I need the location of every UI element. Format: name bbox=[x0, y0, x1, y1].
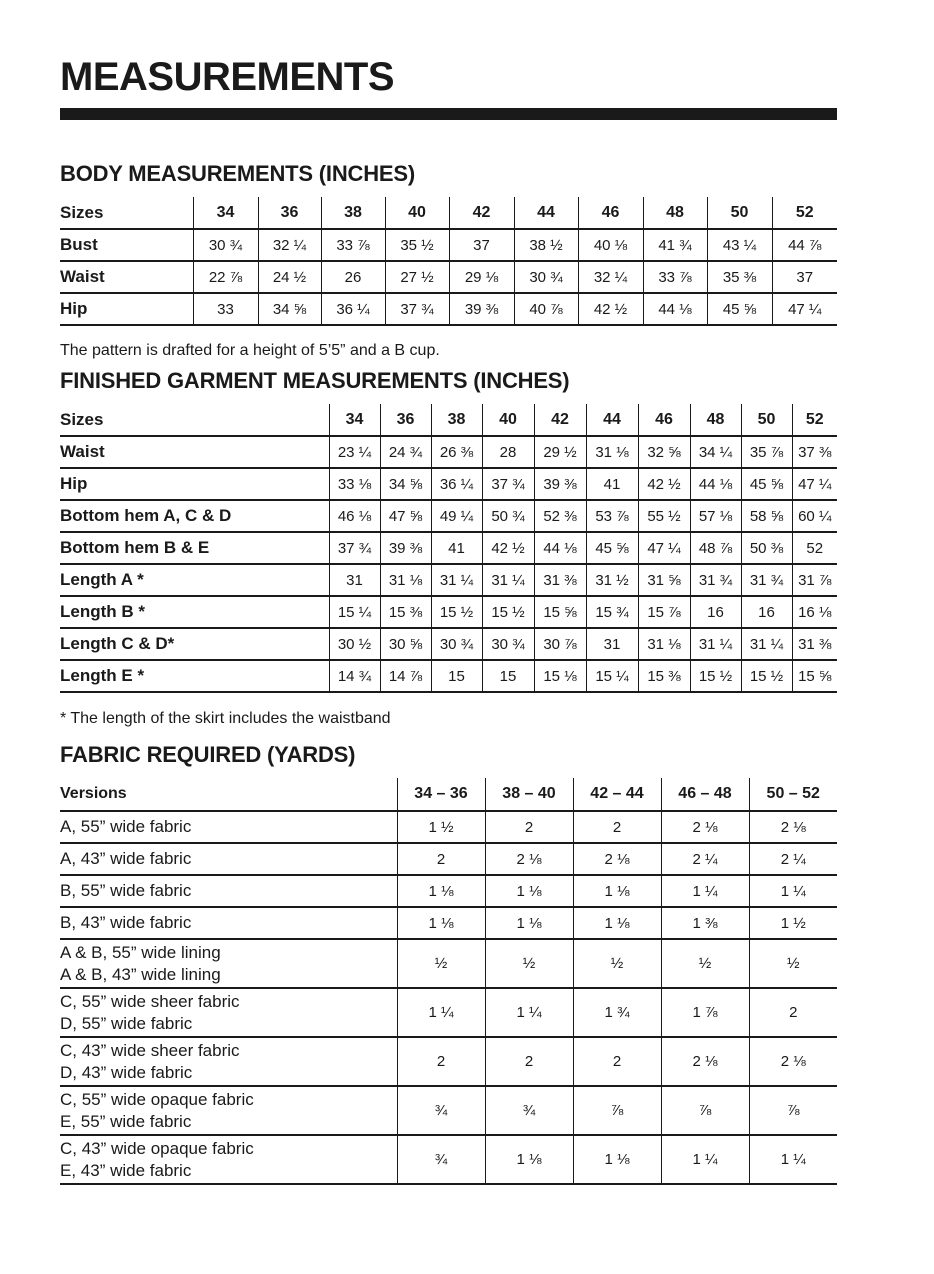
size-header: 46 bbox=[578, 197, 643, 229]
measurement-cell: 15 ½ bbox=[690, 660, 741, 692]
fabric-row bbox=[60, 1086, 837, 1135]
measurement-cell: 31 ⅝ bbox=[638, 564, 690, 596]
version-line: C, 55” wide opaque fabric bbox=[60, 1089, 254, 1109]
size-range-header: 42 – 44 bbox=[573, 778, 661, 811]
measurement-cell: 31 ¾ bbox=[690, 564, 741, 596]
fabric-version-label bbox=[60, 811, 397, 843]
measurement-cell: 38 ½ bbox=[514, 229, 578, 261]
yardage-cell: 1 ⅛ bbox=[485, 1135, 573, 1184]
measurement-cell: 16 bbox=[741, 596, 792, 628]
fabric-row bbox=[60, 988, 837, 1037]
measurement-cell: 58 ⅝ bbox=[741, 500, 792, 532]
version-line: B, 43” wide fabric bbox=[60, 913, 192, 932]
measurement-cell: 15 ⅞ bbox=[638, 596, 690, 628]
yardage-cell: ½ bbox=[661, 939, 749, 988]
measurement-cell: 31 ⅛ bbox=[380, 564, 431, 596]
body-row bbox=[60, 293, 837, 325]
yardage-cell: 1 ⅛ bbox=[573, 907, 661, 939]
yardage-cell: 2 bbox=[573, 811, 661, 843]
yardage-cell: 2 ¼ bbox=[661, 843, 749, 875]
row-label: Length A * bbox=[60, 564, 329, 596]
yardage-cell: 2 ¼ bbox=[749, 843, 837, 875]
yardage-cell: ⅞ bbox=[661, 1086, 749, 1135]
measurement-cell: 15 ⅜ bbox=[638, 660, 690, 692]
measurement-cell: 50 ⅜ bbox=[741, 532, 792, 564]
measurement-cell: 37 ¾ bbox=[329, 532, 380, 564]
measurement-cell: 24 ½ bbox=[258, 261, 321, 293]
yardage-cell: 1 ⅛ bbox=[573, 1135, 661, 1184]
measurement-cell: 31 ¼ bbox=[431, 564, 482, 596]
version-line: A, 55” wide fabric bbox=[60, 817, 192, 836]
measurement-cell: 33 ⅞ bbox=[321, 229, 385, 261]
yardage-cell: 2 ⅛ bbox=[661, 1037, 749, 1086]
size-range-header: 46 – 48 bbox=[661, 778, 749, 811]
measurement-cell: 31 bbox=[586, 628, 638, 660]
measurement-cell: 48 ⅞ bbox=[690, 532, 741, 564]
fabric-row bbox=[60, 939, 837, 988]
yardage-cell: 2 bbox=[397, 1037, 485, 1086]
yardage-cell: 1 ½ bbox=[397, 811, 485, 843]
size-header: 52 bbox=[772, 197, 837, 229]
measurement-cell: 30 ¾ bbox=[193, 229, 258, 261]
yardage-cell: 1 ¼ bbox=[749, 875, 837, 907]
row-label: Waist bbox=[60, 436, 329, 468]
size-header: 40 bbox=[385, 197, 449, 229]
fabric-required-table bbox=[60, 778, 837, 1185]
version-line: A, 43” wide fabric bbox=[60, 849, 192, 868]
measurement-cell: 24 ¾ bbox=[380, 436, 431, 468]
yardage-cell: 1 ¼ bbox=[661, 1135, 749, 1184]
finished-row bbox=[60, 564, 837, 596]
measurement-cell: 16 ⅛ bbox=[792, 596, 837, 628]
size-header: 34 bbox=[193, 197, 258, 229]
measurement-cell: 31 ¼ bbox=[482, 564, 534, 596]
measurement-cell: 15 ⅝ bbox=[534, 596, 586, 628]
measurement-cell: 45 ⅝ bbox=[707, 293, 772, 325]
finished-row bbox=[60, 628, 837, 660]
body-header-label: Sizes bbox=[60, 197, 193, 229]
measurement-cell: 26 bbox=[321, 261, 385, 293]
measurement-cell: 41 bbox=[431, 532, 482, 564]
measurement-cell: 31 ½ bbox=[586, 564, 638, 596]
fabric-header-row bbox=[60, 778, 837, 811]
measurement-cell: 44 ⅛ bbox=[690, 468, 741, 500]
finished-measurements-title: FINISHED GARMENT MEASUREMENTS (INCHES) bbox=[60, 368, 570, 393]
measurement-cell: 44 ⅞ bbox=[772, 229, 837, 261]
body-row bbox=[60, 229, 837, 261]
measurement-cell: 47 ⅝ bbox=[380, 500, 431, 532]
measurement-cell: 15 ¼ bbox=[329, 596, 380, 628]
yardage-cell: 2 ⅛ bbox=[661, 811, 749, 843]
size-header: 36 bbox=[380, 404, 431, 436]
measurement-cell: 37 bbox=[449, 229, 514, 261]
fabric-row bbox=[60, 1037, 837, 1086]
size-header: 34 bbox=[329, 404, 380, 436]
measurement-cell: 47 ¼ bbox=[792, 468, 837, 500]
yardage-cell: ⅞ bbox=[749, 1086, 837, 1135]
yardage-cell: ½ bbox=[749, 939, 837, 988]
version-line: D, 55” wide fabric bbox=[60, 1013, 193, 1033]
version-line: E, 55” wide fabric bbox=[60, 1111, 192, 1131]
measurement-cell: 33 ⅛ bbox=[329, 468, 380, 500]
measurement-cell: 31 ⅜ bbox=[534, 564, 586, 596]
finished-row bbox=[60, 596, 837, 628]
fabric-row bbox=[60, 875, 837, 907]
yardage-cell: 1 ⅞ bbox=[661, 988, 749, 1037]
measurement-cell: 46 ⅛ bbox=[329, 500, 380, 532]
yardage-cell: 1 ¼ bbox=[485, 988, 573, 1037]
measurement-cell: 52 ⅜ bbox=[534, 500, 586, 532]
finished-measurements-table bbox=[60, 404, 837, 693]
measurement-cell: 26 ⅜ bbox=[431, 436, 482, 468]
yardage-cell: 2 ⅛ bbox=[749, 811, 837, 843]
measurement-cell: 30 ⅝ bbox=[380, 628, 431, 660]
size-header: 48 bbox=[643, 197, 707, 229]
row-label: Bottom hem A, C & D bbox=[60, 500, 329, 532]
measurement-cell: 42 ½ bbox=[578, 293, 643, 325]
measurement-cell: 36 ¼ bbox=[321, 293, 385, 325]
measurement-cell: 15 ¾ bbox=[586, 596, 638, 628]
measurement-cell: 40 ⅞ bbox=[514, 293, 578, 325]
size-header: 42 bbox=[534, 404, 586, 436]
measurement-cell: 27 ½ bbox=[385, 261, 449, 293]
body-measurements-note: The pattern is drafted for a height of 5’5” and a B cup. bbox=[60, 342, 440, 359]
yardage-cell: 2 bbox=[749, 988, 837, 1037]
body-row bbox=[60, 261, 837, 293]
versions-header: Versions bbox=[60, 778, 397, 811]
measurement-cell: 40 ⅛ bbox=[578, 229, 643, 261]
measurement-cell: 15 bbox=[482, 660, 534, 692]
measurement-cell: 45 ⅝ bbox=[741, 468, 792, 500]
measurement-cell: 31 ⅞ bbox=[792, 564, 837, 596]
row-label: Length E * bbox=[60, 660, 329, 692]
measurement-cell: 30 ½ bbox=[329, 628, 380, 660]
version-line: C, 43” wide sheer fabric bbox=[60, 1040, 240, 1060]
yardage-cell: ¾ bbox=[485, 1086, 573, 1135]
fabric-version-label bbox=[60, 875, 397, 907]
measurement-cell: 31 ¼ bbox=[741, 628, 792, 660]
yardage-cell: 1 ⅛ bbox=[397, 875, 485, 907]
measurement-cell: 15 ¼ bbox=[586, 660, 638, 692]
finished-row bbox=[60, 468, 837, 500]
fabric-row bbox=[60, 907, 837, 939]
measurement-cell: 36 ¼ bbox=[431, 468, 482, 500]
measurement-cell: 31 bbox=[329, 564, 380, 596]
row-label: Length B * bbox=[60, 596, 329, 628]
measurement-cell: 35 ⅜ bbox=[707, 261, 772, 293]
size-header: 40 bbox=[482, 404, 534, 436]
measurement-cell: 35 ½ bbox=[385, 229, 449, 261]
yardage-cell: ½ bbox=[573, 939, 661, 988]
yardage-cell: 1 ¼ bbox=[397, 988, 485, 1037]
row-label: Hip bbox=[60, 468, 329, 500]
yardage-cell: 1 ½ bbox=[749, 907, 837, 939]
measurement-cell: 14 ⅞ bbox=[380, 660, 431, 692]
yardage-cell: 2 ⅛ bbox=[485, 843, 573, 875]
finished-header-row bbox=[60, 404, 837, 436]
fabric-required-title: FABRIC REQUIRED (YARDS) bbox=[60, 742, 356, 767]
yardage-cell: ½ bbox=[397, 939, 485, 988]
yardage-cell: 1 ⅛ bbox=[397, 907, 485, 939]
fabric-version-label bbox=[60, 1135, 397, 1184]
yardage-cell: 2 bbox=[485, 1037, 573, 1086]
measurement-cell: 31 ¼ bbox=[690, 628, 741, 660]
measurement-cell: 34 ¼ bbox=[690, 436, 741, 468]
measurement-cell: 50 ¾ bbox=[482, 500, 534, 532]
row-label: Bust bbox=[60, 229, 193, 261]
yardage-cell: 1 ⅜ bbox=[661, 907, 749, 939]
size-header: 44 bbox=[586, 404, 638, 436]
measurement-cell: 34 ⅝ bbox=[380, 468, 431, 500]
version-line: E, 43” wide fabric bbox=[60, 1160, 192, 1180]
finished-row bbox=[60, 500, 837, 532]
measurement-cell: 35 ⅞ bbox=[741, 436, 792, 468]
measurement-cell: 30 ¾ bbox=[431, 628, 482, 660]
body-measurements-title: BODY MEASUREMENTS (INCHES) bbox=[60, 161, 415, 186]
measurement-cell: 14 ¾ bbox=[329, 660, 380, 692]
yardage-cell: 2 bbox=[397, 843, 485, 875]
measurement-cell: 33 ⅞ bbox=[643, 261, 707, 293]
fabric-version-label bbox=[60, 988, 397, 1037]
version-line: A & B, 43” wide lining bbox=[60, 964, 221, 984]
version-line: B, 55” wide fabric bbox=[60, 881, 192, 900]
finished-row bbox=[60, 436, 837, 468]
measurement-cell: 30 ¾ bbox=[482, 628, 534, 660]
measurement-cell: 15 ⅛ bbox=[534, 660, 586, 692]
yardage-cell: 1 ¾ bbox=[573, 988, 661, 1037]
body-header-row bbox=[60, 197, 837, 229]
size-header: 42 bbox=[449, 197, 514, 229]
measurement-cell: 31 ⅛ bbox=[638, 628, 690, 660]
measurement-cell: 47 ¼ bbox=[638, 532, 690, 564]
finished-row bbox=[60, 532, 837, 564]
size-header: 46 bbox=[638, 404, 690, 436]
measurement-cell: 32 ¼ bbox=[578, 261, 643, 293]
size-header: 52 bbox=[792, 404, 837, 436]
measurement-cell: 30 ¾ bbox=[514, 261, 578, 293]
measurement-cell: 39 ⅜ bbox=[534, 468, 586, 500]
yardage-cell: ⅞ bbox=[573, 1086, 661, 1135]
yardage-cell: ¾ bbox=[397, 1086, 485, 1135]
measurement-cell: 29 ⅛ bbox=[449, 261, 514, 293]
size-header: 50 bbox=[707, 197, 772, 229]
yardage-cell: ½ bbox=[485, 939, 573, 988]
finished-measurements-note: * The length of the skirt includes the waistband bbox=[60, 710, 391, 727]
size-range-header: 38 – 40 bbox=[485, 778, 573, 811]
measurement-cell: 15 ½ bbox=[482, 596, 534, 628]
fabric-version-label bbox=[60, 1086, 397, 1135]
measurement-cell: 28 bbox=[482, 436, 534, 468]
measurement-cell: 37 ¾ bbox=[482, 468, 534, 500]
body-measurements-table bbox=[60, 197, 837, 326]
row-label: Length C & D* bbox=[60, 628, 329, 660]
measurement-cell: 41 bbox=[586, 468, 638, 500]
measurement-cell: 15 ⅝ bbox=[792, 660, 837, 692]
measurement-cell: 53 ⅞ bbox=[586, 500, 638, 532]
measurement-cell: 37 bbox=[772, 261, 837, 293]
version-line: C, 43” wide opaque fabric bbox=[60, 1138, 254, 1158]
row-label: Waist bbox=[60, 261, 193, 293]
measurement-cell: 55 ½ bbox=[638, 500, 690, 532]
measurement-cell: 44 ⅛ bbox=[643, 293, 707, 325]
yardage-cell: 1 ⅛ bbox=[573, 875, 661, 907]
measurement-cell: 42 ½ bbox=[638, 468, 690, 500]
measurement-cell: 43 ¼ bbox=[707, 229, 772, 261]
fabric-row bbox=[60, 811, 837, 843]
yardage-cell: ¾ bbox=[397, 1135, 485, 1184]
row-label: Hip bbox=[60, 293, 193, 325]
measurement-cell: 32 ¼ bbox=[258, 229, 321, 261]
measurement-cell: 44 ⅛ bbox=[534, 532, 586, 564]
size-header: 36 bbox=[258, 197, 321, 229]
measurement-cell: 37 ⅜ bbox=[792, 436, 837, 468]
row-label: Bottom hem B & E bbox=[60, 532, 329, 564]
fabric-version-label bbox=[60, 939, 397, 988]
fabric-row bbox=[60, 843, 837, 875]
size-range-header: 50 – 52 bbox=[749, 778, 837, 811]
version-line: A & B, 55” wide lining bbox=[60, 942, 221, 962]
measurement-cell: 31 ⅛ bbox=[586, 436, 638, 468]
measurement-cell: 16 bbox=[690, 596, 741, 628]
version-line: C, 55” wide sheer fabric bbox=[60, 991, 240, 1011]
size-header: 38 bbox=[321, 197, 385, 229]
yardage-cell: 2 ⅛ bbox=[573, 843, 661, 875]
measurement-cell: 22 ⅞ bbox=[193, 261, 258, 293]
yardage-cell: 1 ⅛ bbox=[485, 875, 573, 907]
size-header: 44 bbox=[514, 197, 578, 229]
size-header: 50 bbox=[741, 404, 792, 436]
title-rule bbox=[60, 108, 837, 120]
finished-row bbox=[60, 660, 837, 692]
measurement-cell: 47 ¼ bbox=[772, 293, 837, 325]
yardage-cell: 2 bbox=[485, 811, 573, 843]
version-line: D, 43” wide fabric bbox=[60, 1062, 193, 1082]
measurement-cell: 23 ¼ bbox=[329, 436, 380, 468]
yardage-cell: 2 bbox=[573, 1037, 661, 1086]
yardage-cell: 1 ¼ bbox=[661, 875, 749, 907]
measurement-cell: 39 ⅜ bbox=[449, 293, 514, 325]
measurement-cell: 37 ¾ bbox=[385, 293, 449, 325]
measurement-cell: 49 ¼ bbox=[431, 500, 482, 532]
measurement-cell: 15 ½ bbox=[741, 660, 792, 692]
yardage-cell: 1 ¼ bbox=[749, 1135, 837, 1184]
measurement-cell: 15 bbox=[431, 660, 482, 692]
measurement-cell: 60 ¼ bbox=[792, 500, 837, 532]
measurement-cell: 42 ½ bbox=[482, 532, 534, 564]
measurement-cell: 29 ½ bbox=[534, 436, 586, 468]
size-header: 38 bbox=[431, 404, 482, 436]
measurement-cell: 32 ⅝ bbox=[638, 436, 690, 468]
yardage-cell: 1 ⅛ bbox=[485, 907, 573, 939]
measurement-cell: 45 ⅝ bbox=[586, 532, 638, 564]
measurement-cell: 34 ⅝ bbox=[258, 293, 321, 325]
measurement-cell: 31 ⅜ bbox=[792, 628, 837, 660]
measurement-cell: 57 ⅛ bbox=[690, 500, 741, 532]
size-range-header: 34 – 36 bbox=[397, 778, 485, 811]
fabric-version-label bbox=[60, 843, 397, 875]
fabric-row bbox=[60, 1135, 837, 1184]
measurement-cell: 15 ⅜ bbox=[380, 596, 431, 628]
yardage-cell: 2 ⅛ bbox=[749, 1037, 837, 1086]
measurement-cell: 31 ¾ bbox=[741, 564, 792, 596]
measurement-cell: 33 bbox=[193, 293, 258, 325]
measurement-cell: 30 ⅞ bbox=[534, 628, 586, 660]
fabric-version-label bbox=[60, 1037, 397, 1086]
fabric-version-label bbox=[60, 907, 397, 939]
page-title: MEASUREMENTS bbox=[60, 55, 395, 99]
finished-header-label: Sizes bbox=[60, 404, 329, 436]
size-header: 48 bbox=[690, 404, 741, 436]
measurement-cell: 39 ⅜ bbox=[380, 532, 431, 564]
measurement-cell: 41 ¾ bbox=[643, 229, 707, 261]
measurement-cell: 52 bbox=[792, 532, 837, 564]
measurement-cell: 15 ½ bbox=[431, 596, 482, 628]
